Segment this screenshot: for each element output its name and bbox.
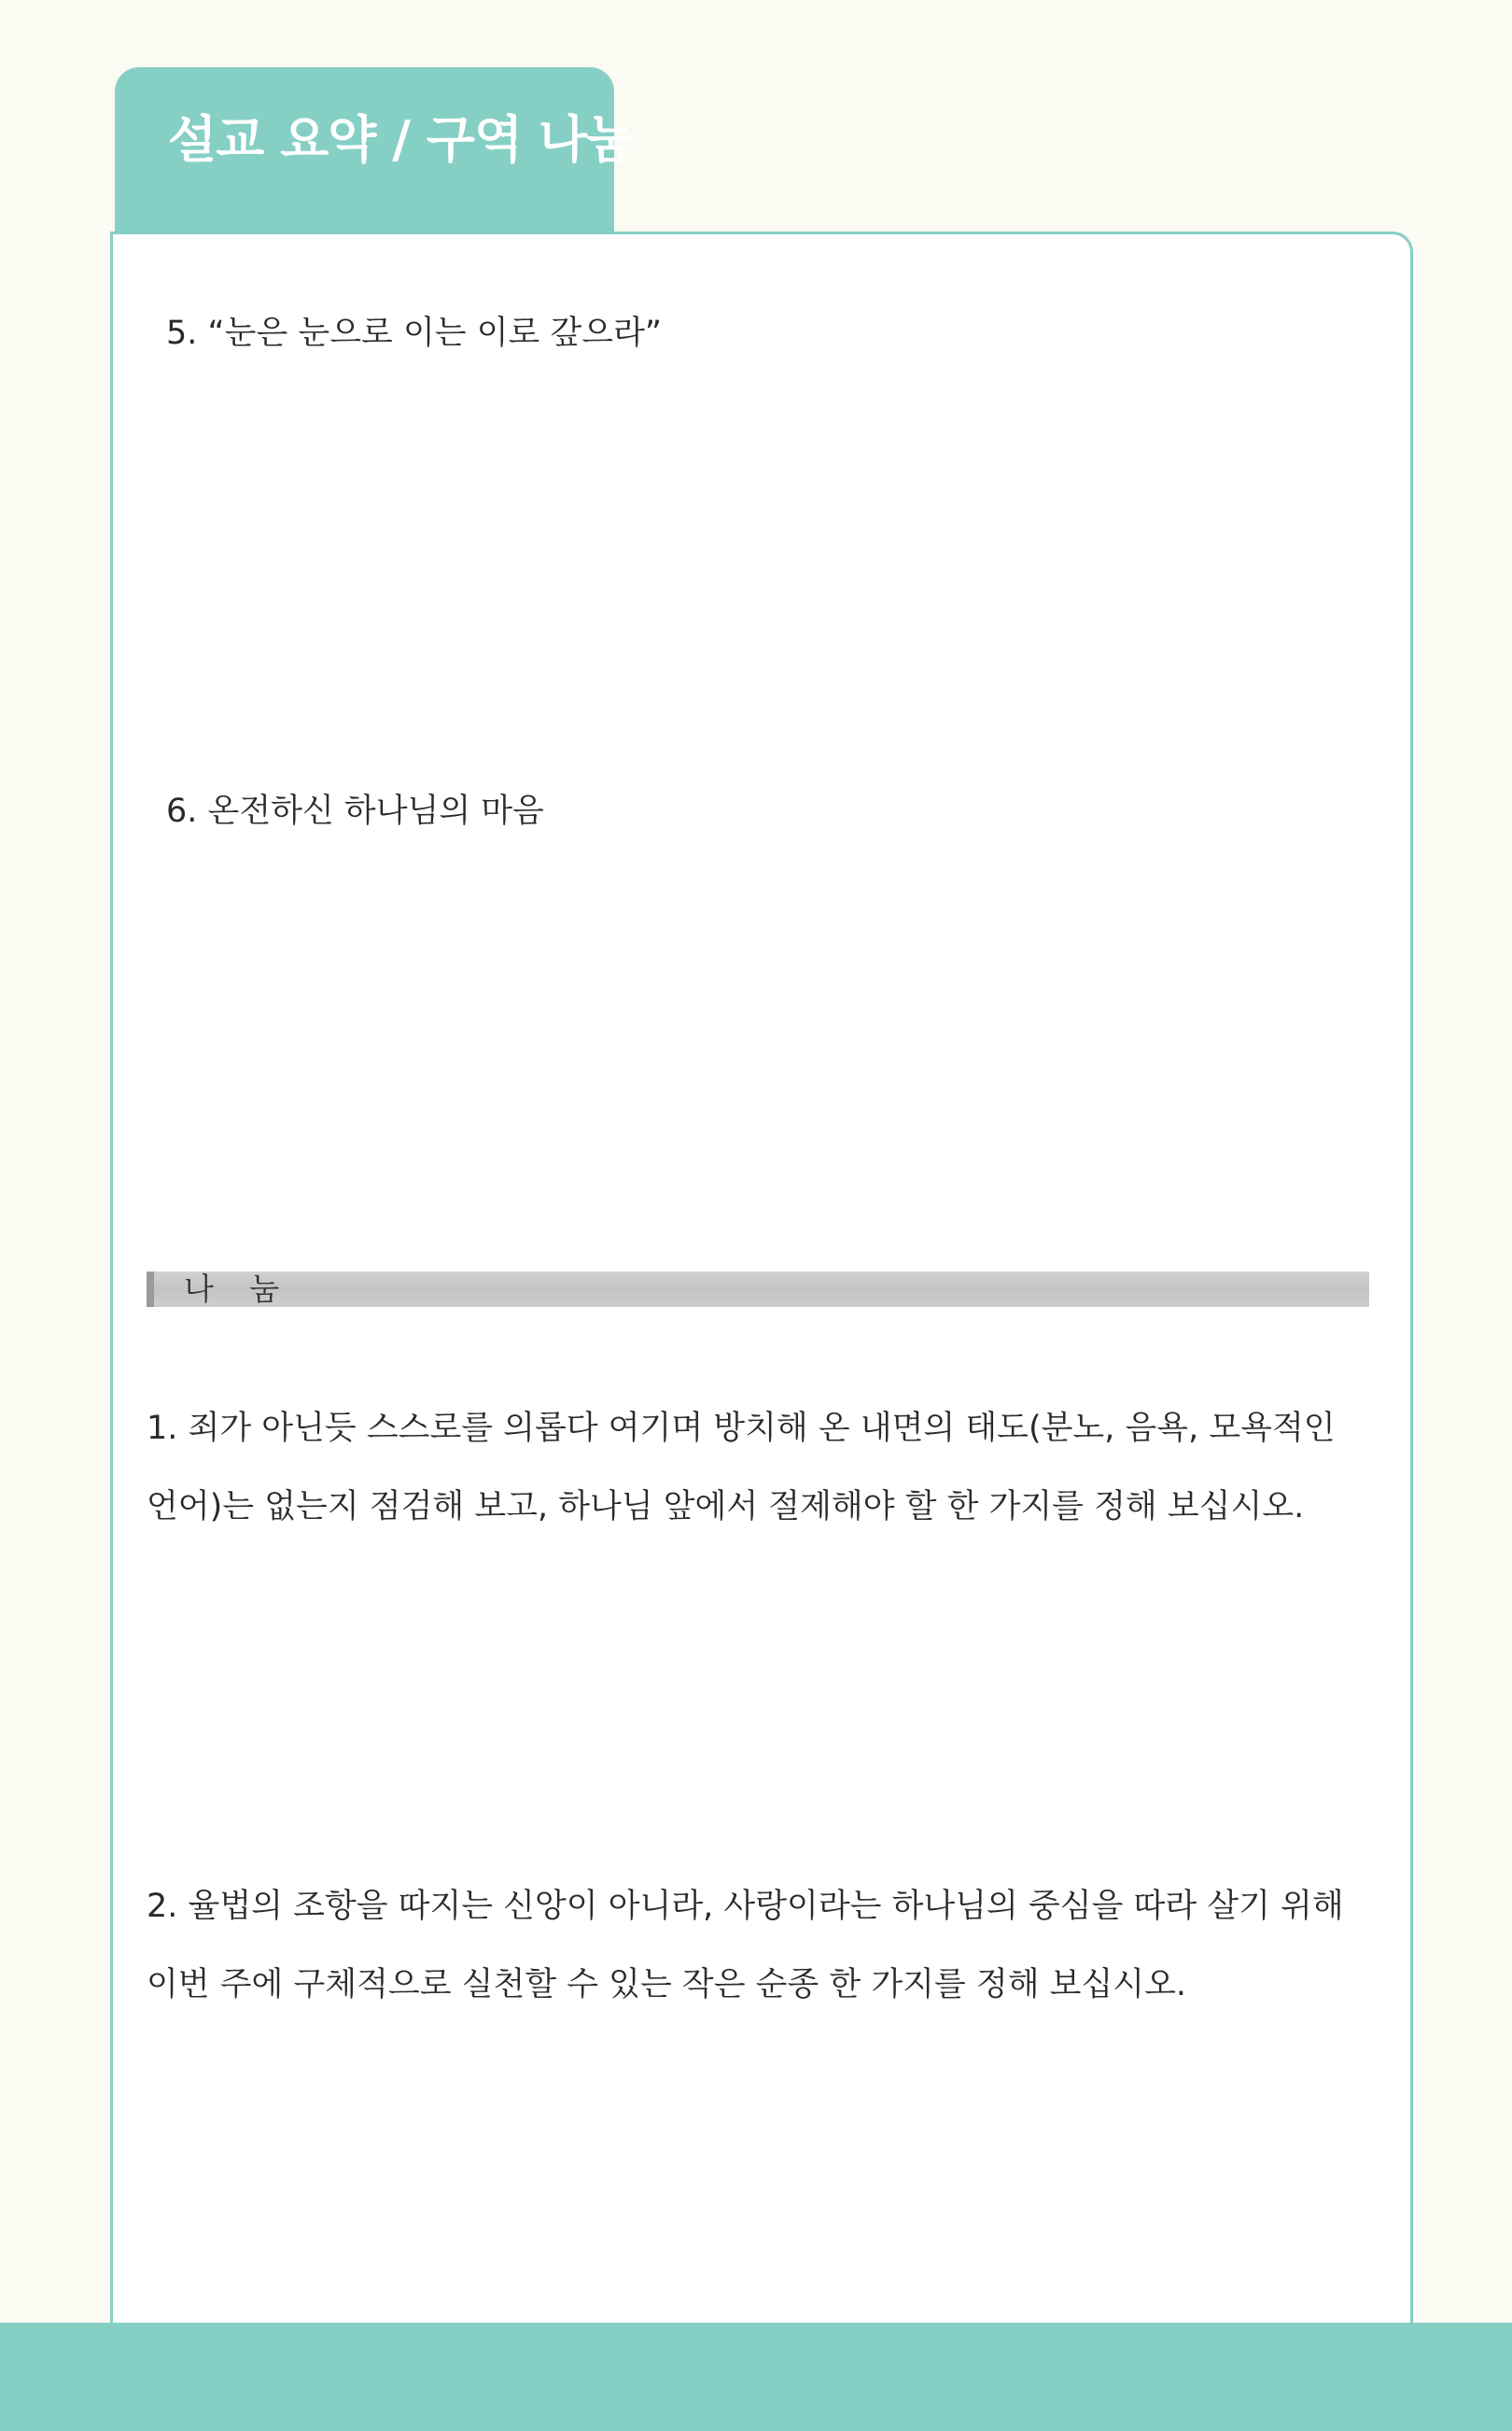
sharing-section-label: 나 눔 xyxy=(184,1271,293,1307)
sharing-question-1: 1. 죄가 아닌듯 스스로를 의롭다 여기며 방치해 온 내면의 태도(분노, 음욕, 모욕적인 언어)는 없는지 점검해 보고, 하나님 앞에서 절제해야 할 한 가지를 정해 보십시오. xyxy=(147,1410,1336,1525)
sermon-point-6: 6. 온전하신 하나님의 마음 xyxy=(166,793,544,830)
section-bar-edge xyxy=(147,1272,154,1307)
sharing-question-2: 2. 율법의 조항을 따지는 신앙이 아니라, 사랑이라는 하나님의 중심을 따라 살기 위해 이번 주에 구체적으로 실천할 수 있는 작은 순종 한 가지를 정해 보십시오. xyxy=(147,1888,1344,2003)
content-card xyxy=(110,232,1413,2416)
sermon-point-5: 5. “눈은 눈으로 이는 이로 갚으라” xyxy=(166,315,663,352)
page-title: 설교 요약 / 구역 나눔 xyxy=(168,110,635,169)
footer-band xyxy=(0,2323,1512,2431)
sharing-section-bar xyxy=(147,1272,1369,1307)
